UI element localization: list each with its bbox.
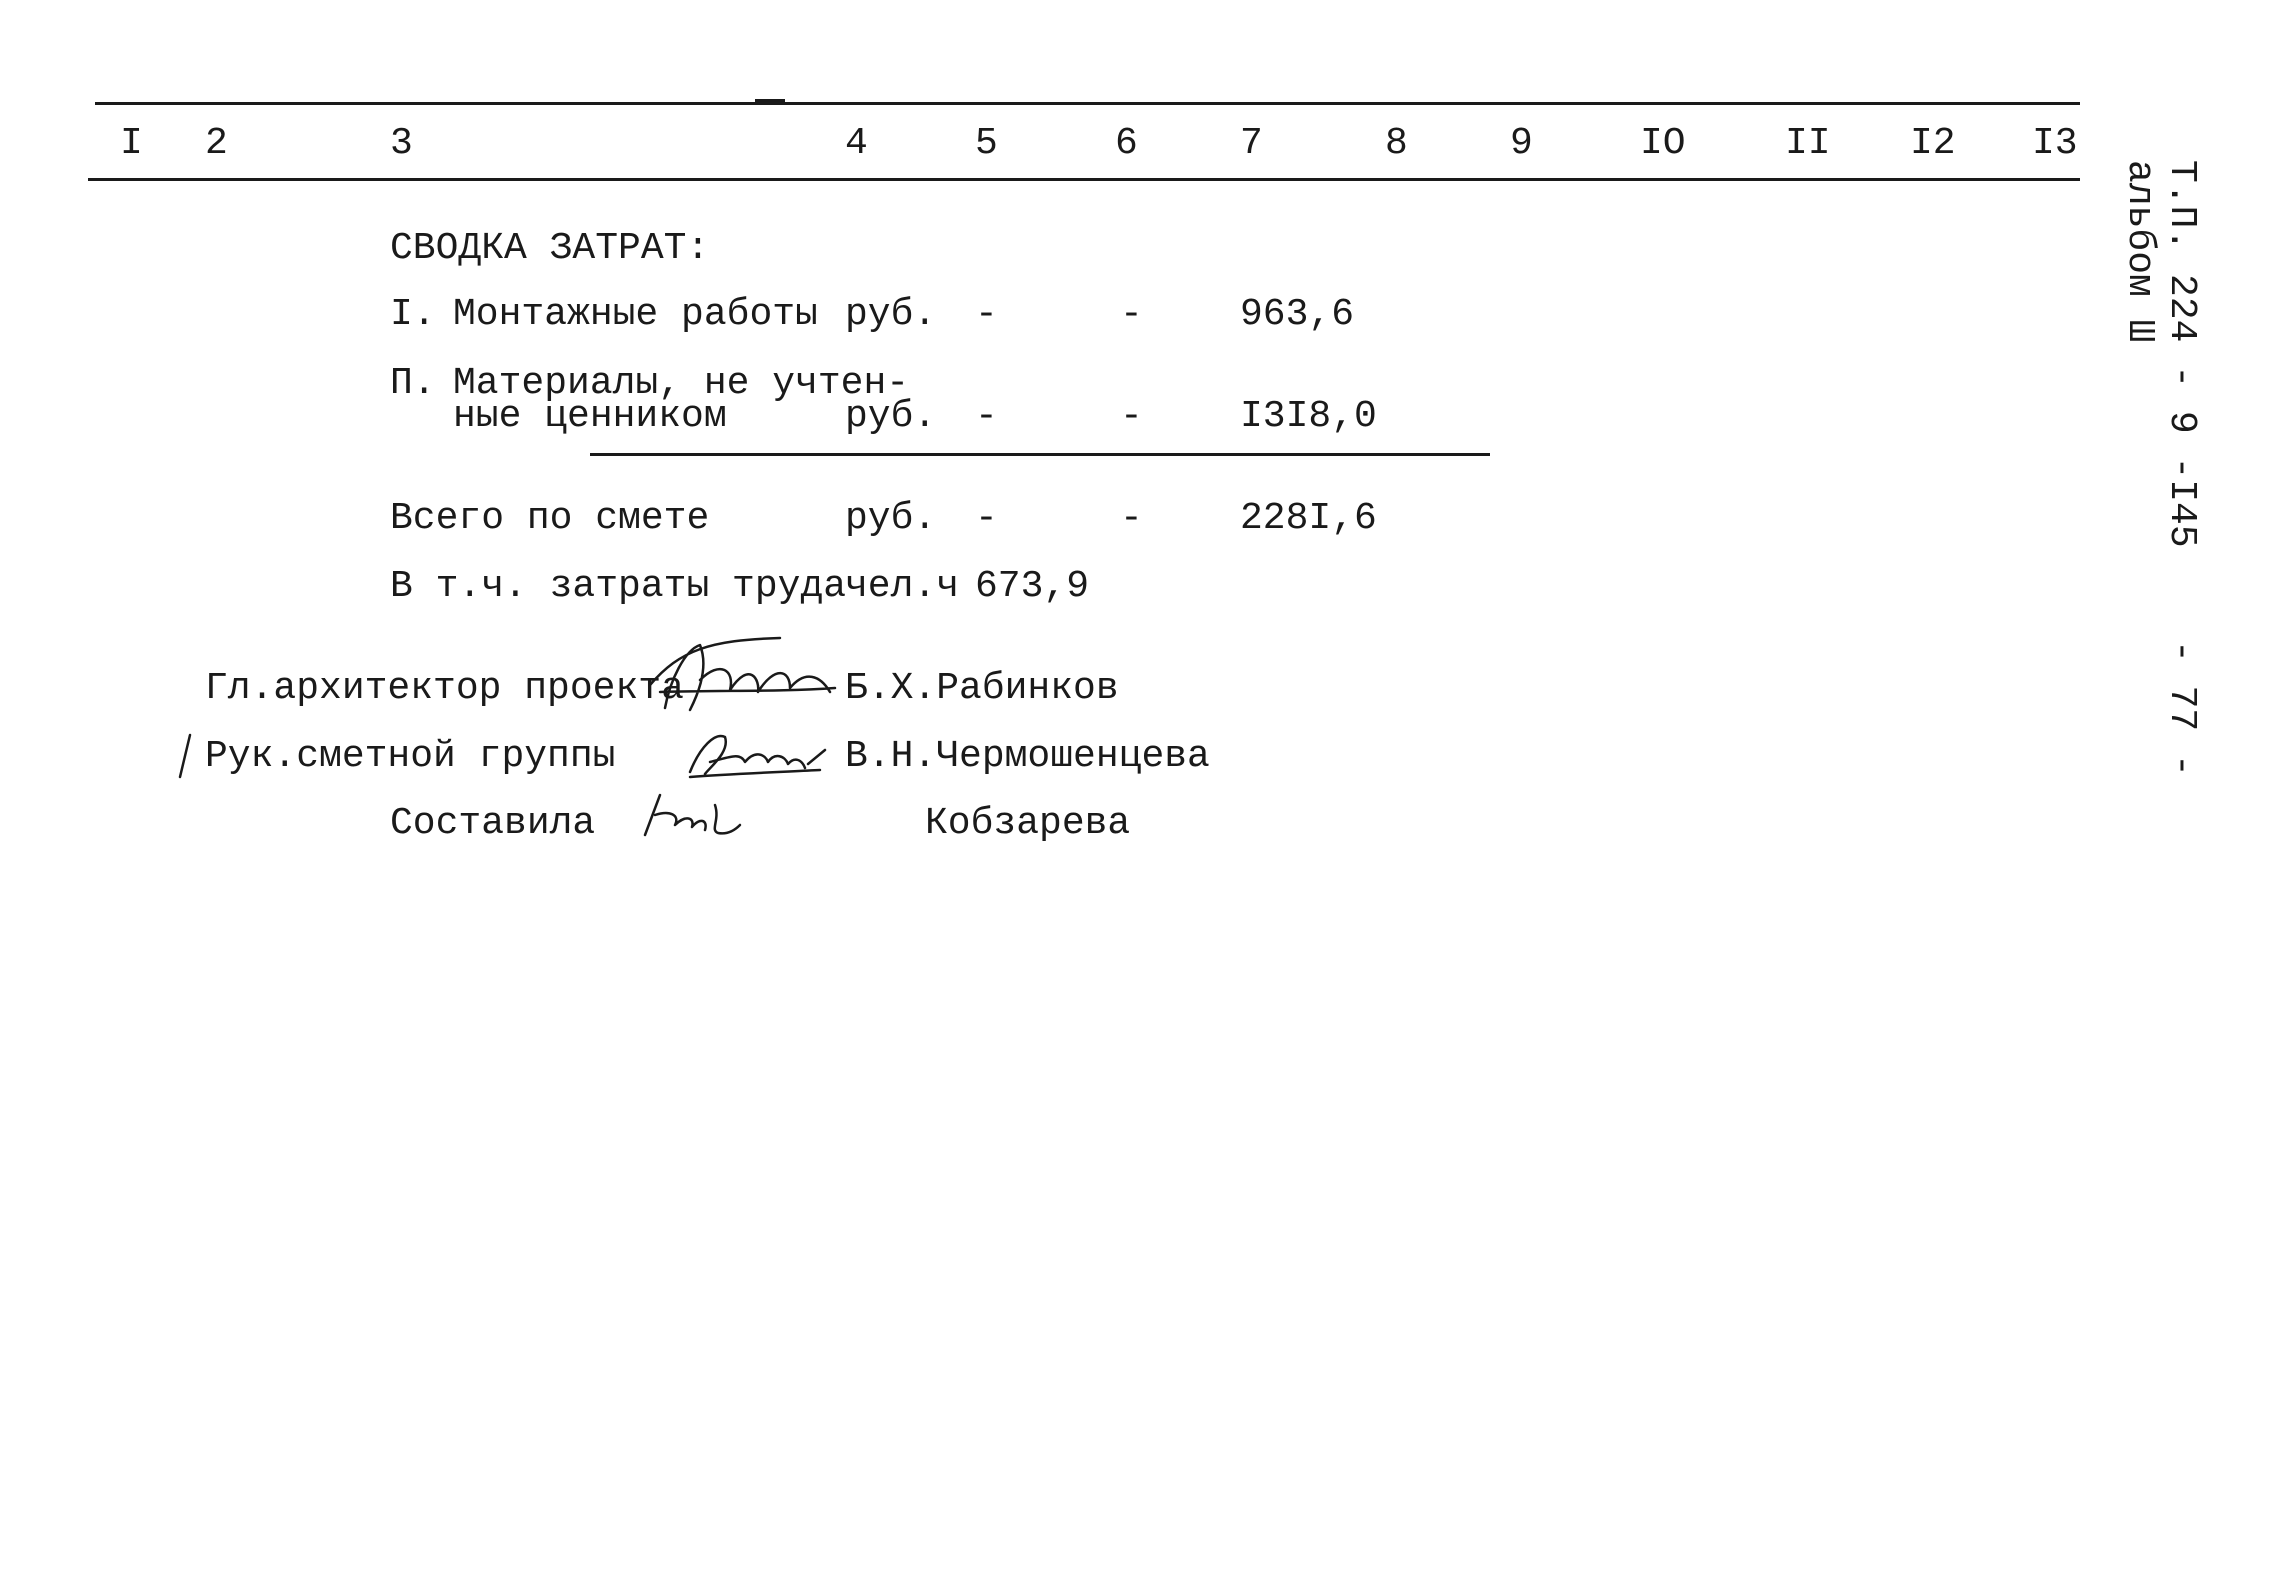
column-number: I <box>120 122 143 165</box>
header-top-rule <box>95 102 2080 105</box>
column-number: II <box>1785 122 1831 165</box>
row-col5-dash: - <box>975 293 998 336</box>
margin-tick-mark <box>175 732 195 782</box>
column-number: 5 <box>975 122 998 165</box>
total-col6-dash: - <box>1120 497 1143 540</box>
signature-role: Рук.сметной группы <box>205 735 616 778</box>
total-col5-dash: - <box>975 497 998 540</box>
column-number: 8 <box>1385 122 1408 165</box>
column-number: 6 <box>1115 122 1138 165</box>
summary-heading: СВОДКА ЗАТРАТ: <box>390 227 710 270</box>
handwritten-signature <box>640 630 840 720</box>
signature-role: Составила <box>390 802 596 845</box>
labor-value: 673,9 <box>975 565 1090 608</box>
handwritten-signature <box>680 712 830 787</box>
header-top-rule-mark <box>755 99 785 102</box>
column-number: 4 <box>845 122 868 165</box>
page-number: - 77 - <box>2160 640 2203 777</box>
row-col6-dash: - <box>1120 293 1143 336</box>
signature-person: Б.Х.Рабинков <box>845 667 1119 710</box>
total-label: Всего по смете <box>390 497 710 540</box>
column-number: 3 <box>390 122 413 165</box>
row-unit: руб. <box>845 293 937 336</box>
handwritten-signature <box>640 785 750 845</box>
row-name: Монтажные работы <box>453 293 818 336</box>
column-number: IO <box>1640 122 1686 165</box>
column-number: I2 <box>1910 122 1956 165</box>
total-value: 228I,6 <box>1240 497 1377 540</box>
row-col6-dash: - <box>1120 395 1143 438</box>
row-name-line2: ные ценником <box>453 395 727 438</box>
labor-label: В т.ч. затраты труда <box>390 565 847 608</box>
row-number: I. <box>390 293 436 336</box>
column-number: I3 <box>2032 122 2078 165</box>
column-number: 9 <box>1510 122 1533 165</box>
row-col5-dash: - <box>975 395 998 438</box>
labor-unit: чел.ч <box>845 565 960 608</box>
header-bottom-rule <box>88 178 2080 181</box>
column-number: 2 <box>205 122 228 165</box>
row-unit: руб. <box>845 395 937 438</box>
total-unit: руб. <box>845 497 937 540</box>
signature-person: Кобзарева <box>925 802 1131 845</box>
signature-person: В.Н.Чермошенцева <box>845 735 1210 778</box>
subtotal-rule <box>590 453 1490 456</box>
signature-role: Гл.архитектор проекта <box>205 667 684 710</box>
row-name-line1: Материалы, не учтен- <box>453 362 910 405</box>
row-value: 963,6 <box>1240 293 1355 336</box>
row-number: П. <box>390 362 436 405</box>
document-code: Т.П. 224 - 9 -I45 <box>2160 160 2203 548</box>
row-value: I3I8,0 <box>1240 395 1377 438</box>
album-label: альбом Ш <box>2118 160 2161 343</box>
column-number: 7 <box>1240 122 1263 165</box>
